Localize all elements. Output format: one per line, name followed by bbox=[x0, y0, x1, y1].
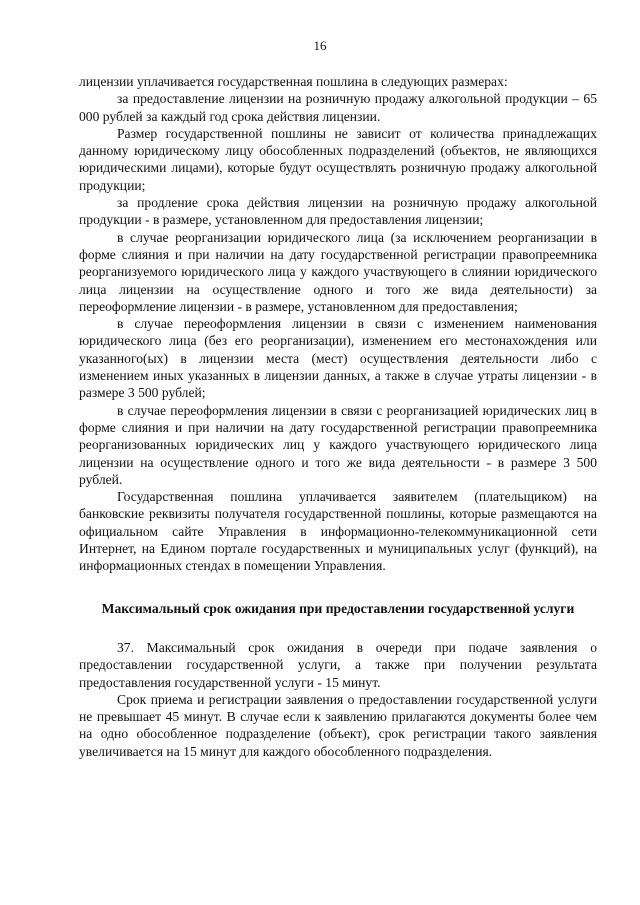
paragraph: 37. Максимальный срок ожидания в очереди при подаче заявления о предоставлении государственной услуги, а также при получении результата предоставления государственной услуги - 15 минут. bbox=[79, 639, 597, 690]
heading-spacer bbox=[79, 617, 597, 639]
paragraph: за продление срока действия лицензии на розничную продажу алкогольной продукции - в размере, установленном для предоставления лицензии; bbox=[79, 195, 597, 228]
document-body bbox=[79, 73, 597, 760]
section-heading: Максимальный срок ожидания при предоставлении государственной услуги bbox=[101, 600, 575, 616]
paragraph: за предоставление лицензии на розничную продажу алкогольной продукции – 65 000 рублей за каждый год срока действия лицензии. bbox=[79, 91, 597, 124]
paragraph: Размер государственной пошлины не зависит от количества принадлежащих данному юридическому лицу обособленных подразделений (объектов, не являющихся юридическими лицами), которые будут осуществлять розничную продажу алкогольной продукции; bbox=[79, 125, 597, 193]
paragraph: лицензии уплачивается государственная пошлина в следующих размерах: bbox=[79, 74, 508, 89]
page-number: 16 bbox=[313, 38, 327, 53]
paragraph: в случае переоформления лицензии в связи с реорганизацией юридических лиц в форме слияния и при наличии на дату государственной регистрации правопреемника реорганизованных юридических лиц у каждого участвующего юридического лица лицензии на осуществление одного и того же вида деятельности - в размере 3 500 рублей. bbox=[79, 402, 597, 487]
paragraph: Срок приема и регистрации заявления о предоставлении государственной услуги не превышает 45 минут. В случае если к заявлению прилагаются документы более чем на одно обособленное подразделение (объект), срок регистрации такого заявления увеличивается на 15 минут для каждого обособленного подразделения. bbox=[79, 691, 597, 759]
paragraph: в случае реорганизации юридического лица (за исключением реорганизации в форме слияния и при наличии на дату государственной регистрации правопреемника реорганизуемого юридического лица у каждого участвующего в слиянии юридического лица лицензии на осуществление одного и того же вида деятельности) за переоформление лицензии - в размере, установленном для предоставления; bbox=[79, 229, 597, 314]
paragraph: Государственная пошлина уплачивается заявителем (плательщиком) на банковские реквизиты получателя государственной пошлины, которые размещаются на официальном сайте Управления в информационно-телекоммуникационной сети Интернет, на Едином портале государственных и муниципальных услуг (функций), на информационных стендах в помещении Управления. bbox=[79, 489, 597, 574]
paragraph: в случае переоформления лицензии в связи с изменением наименования юридического лица (без его реорганизации), изменением его местонахождения или указанного(ых) в лицензии места (мест) осуществления деятельности либо с изменением иных указанных в лицензии данных, а также в случае утраты лицензии - в размере 3 500 рублей; bbox=[79, 316, 597, 401]
